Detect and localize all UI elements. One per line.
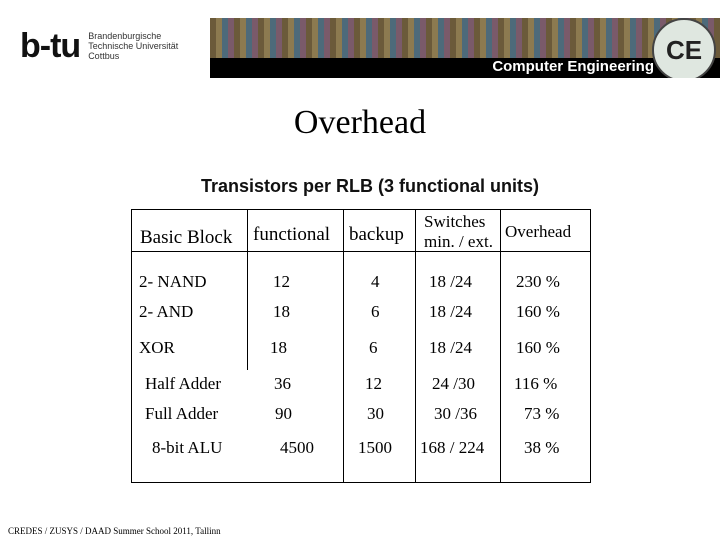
table-cell-backup: 12	[365, 374, 382, 393]
table-cell-switches: 24 /30	[432, 374, 475, 393]
slide-title: Overhead	[293, 104, 427, 141]
header-backup: backup	[349, 224, 404, 245]
table-cell-backup: 6	[369, 338, 378, 357]
table-cell-backup: 30	[367, 404, 384, 423]
header-overhead: Overhead	[505, 222, 572, 241]
table-cell-overhead: 230 %	[516, 272, 560, 291]
logo-mark: b-tu	[20, 27, 81, 65]
table-cell-functional: 18	[270, 338, 287, 357]
table-cell-overhead: 160 %	[516, 302, 560, 321]
computer-engineering-badge-icon	[652, 18, 716, 78]
university-logo	[20, 28, 178, 64]
table-cell-backup: 4	[371, 272, 380, 291]
table-cell-overhead: 38 %	[524, 438, 560, 457]
table-cell-block: 2- AND	[139, 302, 194, 321]
table-cell-overhead: 160 %	[516, 338, 560, 357]
slide-footer: CREDES / ZUSYS / DAAD Summer School 2011, Tallinn	[8, 526, 221, 536]
badge-text: CE	[665, 34, 703, 65]
table-cell-functional: 4500	[280, 438, 314, 457]
table-cell-block: 8-bit ALU	[152, 438, 223, 457]
banner-title: Computer Engineering	[492, 58, 654, 75]
col-divider-1	[247, 210, 248, 370]
header-switches: Switches	[424, 212, 486, 231]
table-cell-overhead: 73 %	[524, 404, 560, 423]
header-functional: functional	[253, 224, 331, 245]
header-banner	[210, 18, 720, 78]
table-cell-switches: 18 /24	[429, 302, 472, 321]
table-cell-functional: 36	[274, 374, 291, 393]
table-cell-switches: 18 /24	[429, 272, 472, 291]
logo-line-3: Cottbus	[88, 51, 120, 61]
header-min-ext: min. / ext.	[424, 232, 493, 251]
logo-line-2: Technische Universität	[88, 41, 179, 51]
table-cell-switches: 30 /36	[434, 404, 477, 423]
table-cell-functional: 18	[273, 302, 290, 321]
logo-line-1: Brandenburgische	[88, 31, 162, 41]
table-cell-block: Full Adder	[145, 404, 219, 423]
overhead-table	[131, 209, 591, 483]
table-cell-switches: 168 / 224	[420, 438, 485, 457]
table-cell-functional: 90	[275, 404, 292, 423]
header-divider	[132, 251, 590, 252]
slide-subtitle: Transistors per RLB (3 functional units)	[200, 176, 540, 196]
table-cell-backup: 6	[371, 302, 380, 321]
header-basic-block: Basic Block	[140, 227, 233, 248]
table-cell-switches: 18 /24	[429, 338, 472, 357]
table-cell-block: 2- NAND	[139, 272, 207, 291]
table-cell-functional: 12	[273, 272, 290, 291]
logo-text	[88, 31, 178, 61]
table-cell-overhead: 116 %	[514, 374, 558, 393]
table-cell-block: XOR	[139, 338, 175, 357]
table-cell-block: Half Adder	[145, 374, 222, 393]
table-cell-backup: 1500	[358, 438, 392, 457]
